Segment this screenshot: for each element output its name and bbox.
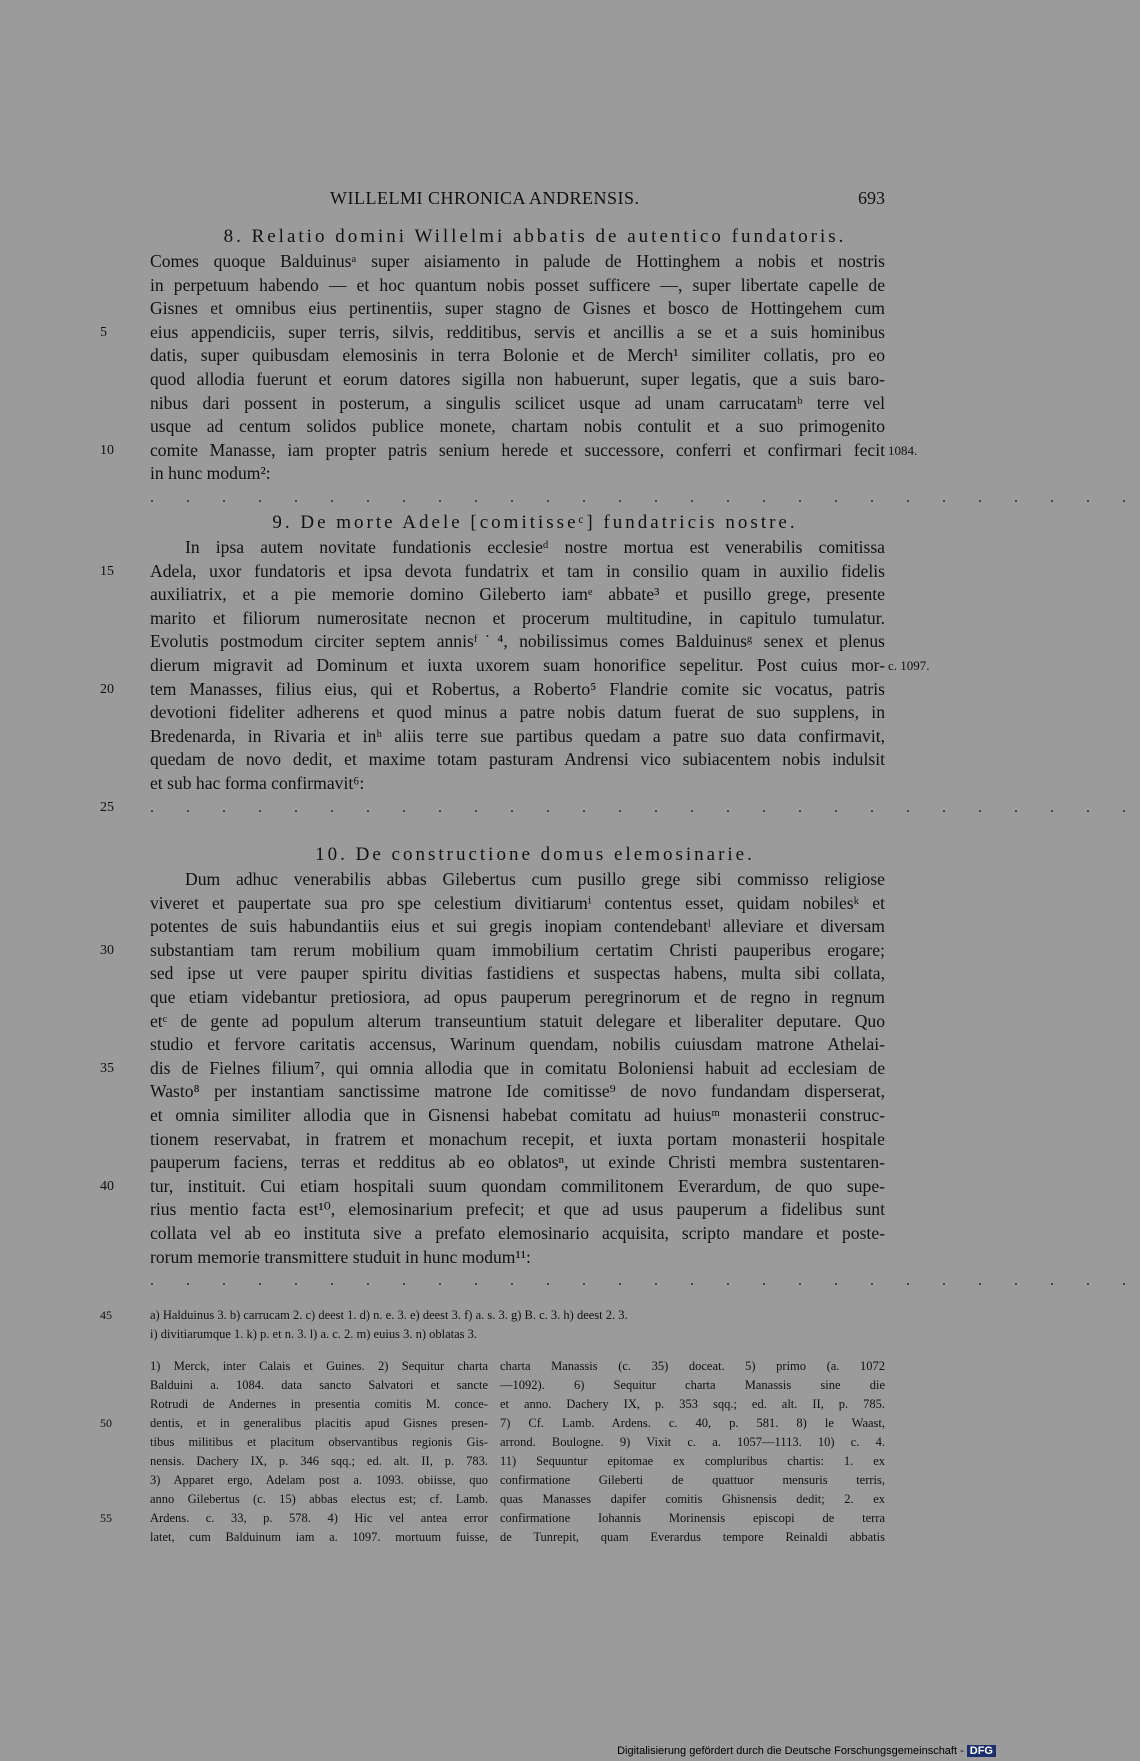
line-text: Wasto⁸ per instantiam sanctissime matrone Ide comitisse⁹ de novo fundandam disperserat, [150, 1081, 885, 1102]
footnote-line [100, 1490, 920, 1509]
footnote-right-column: confirmatione Iohannis Morinensis episcopi de terra [500, 1511, 885, 1525]
line-text: et omnia similiter allodia que in Gisnensi habebat comitatu ad huiusᵐ monasterii construc- [150, 1104, 885, 1125]
variant-readings [100, 1306, 920, 1344]
footnotes [100, 1357, 920, 1547]
line-text: comite Manasse, iam propter patris senium herede et successore, conferri et confirmari fecit [150, 439, 885, 460]
text-line [100, 344, 920, 368]
text-line [100, 297, 920, 321]
line-text: collata vel ab eo instituta sive a prefato elemosinario acquisita, scripto mandare et poste- [150, 1222, 885, 1243]
variant-line [100, 1325, 920, 1344]
text-line [100, 1128, 920, 1152]
line-text: Dum adhuc venerabilis abbas Gilebertus cum pusillo grege sibi commisso religiose [185, 869, 885, 889]
footnote-line [100, 1471, 920, 1490]
line-text: datis, super quibusdam elemosinis in terra Bolonie et de Merch¹ similiter collatis, pro eo [150, 345, 885, 366]
footnote-left-column: dentis, et in generalibus placitis apud Gisnes presen- [150, 1416, 488, 1430]
line-text: Gisnes et omnibus eius pertinentiis, super stagno de Gisnes et bosco de Hottingehem cum [150, 298, 885, 319]
text-line [100, 630, 920, 654]
running-title: WILLELMI CHRONICA ANDRENSIS. [330, 188, 640, 208]
footnote-line [100, 1357, 920, 1376]
line-text: usque ad centum solidos publice monete, chartam nobis contulit et a suo primogenito [150, 416, 885, 437]
footnote-left-column: Balduini a. 1084. data sancto Salvatori et sancte [150, 1378, 488, 1392]
text-line [100, 1104, 920, 1128]
line-text: pauperum faciens, terras et redditus ab eo oblatosⁿ, ut exinde Christi membra sustentaren- [150, 1152, 885, 1173]
omission-dots: . . . . . . . . . . . . . . . . . . . . . . . . . . . . [150, 1272, 1140, 1290]
line-text: eius appendiciis, super terris, silvis, redditibus, servis et ancillis a se et a suis hominibus [150, 321, 885, 342]
section-10 [100, 842, 1140, 1293]
line-text: sed ipse ut vere pauper spiritu divitias fastidiens et suspectas habens, multa sibi collata, [150, 963, 885, 984]
text-line [100, 772, 920, 796]
line-text: Bredenarda, in Rivaria et inʰ aliis terre sue partibus quedam a patre suo data confirmavit, [150, 725, 885, 746]
line-text: Adela, uxor fundatoris et ipsa devota fundatrix et tam in consilio quam in auxilio fidelis [150, 560, 885, 581]
line-number: 30 [100, 942, 114, 958]
text-line [100, 392, 920, 416]
line-text: auxiliatrix, et a pie memorie domino Gileberto iamᵉ abbate³ et pusillo grege, presente [150, 584, 885, 605]
text-line [100, 439, 920, 463]
line-text: substantiam tam rerum mobilium quam immobilium certatim Christi pauperibus erogare; [150, 939, 885, 960]
section-heading: 9. De morte Adele [comitisseᶜ] fundatricis nostre. [272, 512, 798, 533]
text-line [100, 250, 920, 274]
footnote-left-column: Ardens. c. 33, p. 578. 4) Hic vel antea error [150, 1511, 488, 1525]
line-text: dierum migravit ad Dominum et iuxta uxorem suam honorifice sepelitur. Post cuius mor- [150, 654, 885, 675]
line-text: que etiam videbantur pretiosiora, ad opus pauperum peregrinorum et de regno in regnum [150, 986, 885, 1007]
footnote-line [100, 1528, 920, 1547]
line-text: Comes quoque Balduinusᵃ super aisiamento in palude de Hottinghem a nobis et nostris [150, 251, 885, 271]
line-text: potentes de suis habundantiis eius et sui gregis inopiam contendebantˡ alleviare et diversam [150, 916, 885, 937]
line-text: etᶜ de gente ad populum alterum transeuntium statuit delegare et liberaliter deputare. Quo [150, 1010, 885, 1031]
text-line [100, 654, 930, 678]
text-line [100, 368, 920, 392]
text-line [100, 274, 920, 298]
line-text: rorum memorie transmittere studuit in hunc modum¹¹: [150, 1246, 531, 1267]
text-line [100, 1222, 920, 1246]
margin-date: c. 1097. [888, 657, 930, 673]
page-number: 693 [858, 188, 885, 208]
text-line [100, 536, 920, 560]
text-line [100, 1151, 920, 1175]
text-line [100, 583, 920, 607]
footnote-line [100, 1414, 920, 1433]
line-text: rius mentio facta est¹⁰, elemosinarium prefecit; et que ad usus pauperum a fidelibus sunt [150, 1199, 885, 1220]
footnote-left-column: anno Gilebertus (c. 15) abbas electus est; cf. Lamb. [150, 1492, 488, 1506]
text-line [100, 560, 920, 584]
footnote-right-column: et anno. Dachery IX, p. 353 sqq.; ed. alt. II, p. 785. [500, 1397, 885, 1411]
text-line [100, 915, 920, 939]
text-line [100, 725, 920, 749]
line-number: 35 [100, 1060, 114, 1076]
footnote-right-column: confirmatione Gileberti de quattuor mensuris terris, [500, 1473, 885, 1487]
line-text: nibus dari possent in posterum, a singulis scilicet usque ad unam carrucatamᵇ terre vel [150, 392, 885, 413]
variant-line [100, 1306, 920, 1325]
footnote-left-column: tibus militibus et placitum observantibus regionis Gis- [150, 1435, 488, 1449]
variant-text: i) divitiarumque 1. k) p. et n. 3. l) a. c. 2. m) euius 3. n) oblatas 3. [150, 1327, 478, 1341]
footnote-right-column: —1092). 6) Sequitur charta Manassis sine die [500, 1378, 885, 1392]
line-number: 50 [100, 1416, 112, 1430]
footnote-line [100, 1509, 920, 1528]
line-text: viveret et paupertate sua pro spe celestium divitiarumⁱ contentus esset, quidam nobilesᵏ et [150, 892, 885, 913]
line-number: 20 [100, 681, 114, 697]
text-line [100, 986, 920, 1010]
line-text: Evolutis postmodum circiter septem annisᶠ˙⁴, nobilissimus comes Balduinusᵍ senex et plenus [150, 631, 885, 652]
text-line [100, 321, 920, 345]
line-text: tur, instituit. Cui etiam hospitali suum quondam commilitonem Everardum, de quo supe- [150, 1175, 885, 1196]
text-line [100, 748, 920, 772]
line-text: In ipsa autem novitate fundationis ecclesieᵈ nostre mortua est venerabilis comitissa [185, 537, 885, 557]
section-heading: 10. De constructione domus elemosinarie. [315, 844, 755, 865]
text-line [100, 607, 920, 631]
line-text: marito et filiorum numerositate necnon et procerum multitudine, in capitulo tumulatur. [150, 607, 885, 628]
line-number: 25 [100, 799, 114, 815]
line-text: in hunc modum²: [150, 463, 271, 484]
line-number: 15 [100, 563, 114, 579]
footnote-line [100, 1433, 920, 1452]
text-line [100, 1033, 920, 1057]
footnote-right-column: de Tunrepit, quam Everardus tempore Reinaldi abbatis [500, 1530, 885, 1544]
footnote-left-column: nensis. Dachery IX, p. 346 sqq.; ed. alt. II, p. 783. [150, 1454, 488, 1468]
line-text: tem Manasses, filius eius, qui et Robertus, a Roberto⁵ Flandrie comite sic vocatus, patris [150, 678, 885, 699]
footnote-right-column: quas Manasses dapifer comitis Ghisnensis dedit; 2. ex [500, 1492, 885, 1506]
line-text: in perpetuum habendo — et hoc quantum nobis posset sufficere —, super libertate capelle de [150, 274, 885, 295]
text-line [100, 486, 1140, 510]
dfg-logo: DFG [967, 1745, 996, 1757]
line-number: 45 [100, 1308, 112, 1322]
line-text: et sub hac forma confirmavit⁶: [150, 772, 365, 793]
text-line [100, 1246, 920, 1270]
footnote-left-column: latet, cum Balduinum iam a. 1097. mortuum fuisse, [150, 1530, 488, 1544]
line-number: 55 [100, 1511, 112, 1525]
text-line [100, 1057, 920, 1081]
section-9 [100, 510, 1140, 819]
text-line [100, 462, 920, 486]
line-number: 10 [100, 442, 114, 458]
text-line [100, 678, 920, 702]
footnote-right-column: arrond. Boulogne. 9) Vixit c. a. 1057—1113. 10) c. 4. [500, 1435, 885, 1449]
footnote-line [100, 1452, 920, 1471]
line-number: 5 [100, 324, 107, 340]
footnote-left-column: 3) Apparet ergo, Adelam post a. 1093. obiisse, quo [150, 1473, 488, 1487]
variant-text: a) Halduinus 3. b) carrucam 2. c) deest 1. d) n. e. 3. e) deest 3. f) a. s. 3. g) B. c. 3. h) deest 2. 3. [150, 1308, 628, 1322]
text-line [100, 796, 1140, 820]
line-text: tionem reservabat, in fratrem et monachum recepit, et iuxta portam monasterii hospitale [150, 1128, 885, 1149]
text-line [100, 1175, 920, 1199]
text-line [100, 939, 920, 963]
footnote-right-column: 11) Sequuntur epitomae ex compluribus chartis: 1. ex [500, 1454, 885, 1468]
footnote-line [100, 1395, 920, 1414]
text-line [100, 892, 920, 916]
line-number: 40 [100, 1178, 114, 1194]
line-text: studio et fervore caritatis accensus, Warinum quendam, nobilis cuiusdam matrone Athelai- [150, 1034, 885, 1055]
text-line [100, 701, 920, 725]
text-line [100, 415, 920, 439]
text-line [100, 1269, 1140, 1293]
margin-date: 1084. [888, 442, 918, 458]
section-heading: 8. Relatio domini Willelmi abbatis de autentico fundatoris. [223, 226, 847, 247]
footnote-right-column: 7) Cf. Lamb. Ardens. c. 40, p. 581. 8) le Waast, [500, 1416, 885, 1430]
text-line [100, 868, 920, 892]
dfg-credit [617, 1745, 996, 1757]
footnote-right-column: charta Manassis (c. 35) doceat. 5) primo (a. 1072 [500, 1359, 885, 1373]
omission-dots: . . . . . . . . . . . . . . . . . . . . . . . . . . . . [150, 798, 1140, 816]
text-line [100, 962, 920, 986]
line-text: quod allodia fuerunt et eorum datores sigilla non habuerunt, super legatis, que a suis baro- [150, 368, 885, 389]
line-text: dis de Fielnes filium⁷, qui omnia allodia que in comitatu Boloniensi habuit ad ecclesiam de [150, 1057, 885, 1078]
line-text: quedam de novo dedit, et maxime totam pasturam Andrensi vico subiacentem nobis indulsit [150, 749, 885, 770]
text-line [100, 1010, 920, 1034]
omission-dots: . . . . . . . . . . . . . . . . . . . . . . . . . . . . [150, 488, 1140, 506]
line-text: devotioni fideliter adherens et quod minus a patre nobis datum fuerat de suo supplens, in [150, 702, 885, 723]
footnote-left-column: Rotrudi de Andernes in presentia comitis M. conce- [150, 1397, 488, 1411]
section-8 [100, 224, 1140, 510]
dfg-credit-text: Digitalisierung gefördert durch die Deutsche Forschungsgemeinschaft - [617, 1745, 964, 1757]
text-line [100, 1080, 920, 1104]
footnote-left-column: 1) Merck, inter Calais et Guines. 2) Sequitur charta [150, 1359, 488, 1373]
text-line [100, 1198, 920, 1222]
page-header [150, 188, 885, 212]
footnote-line [100, 1376, 920, 1395]
